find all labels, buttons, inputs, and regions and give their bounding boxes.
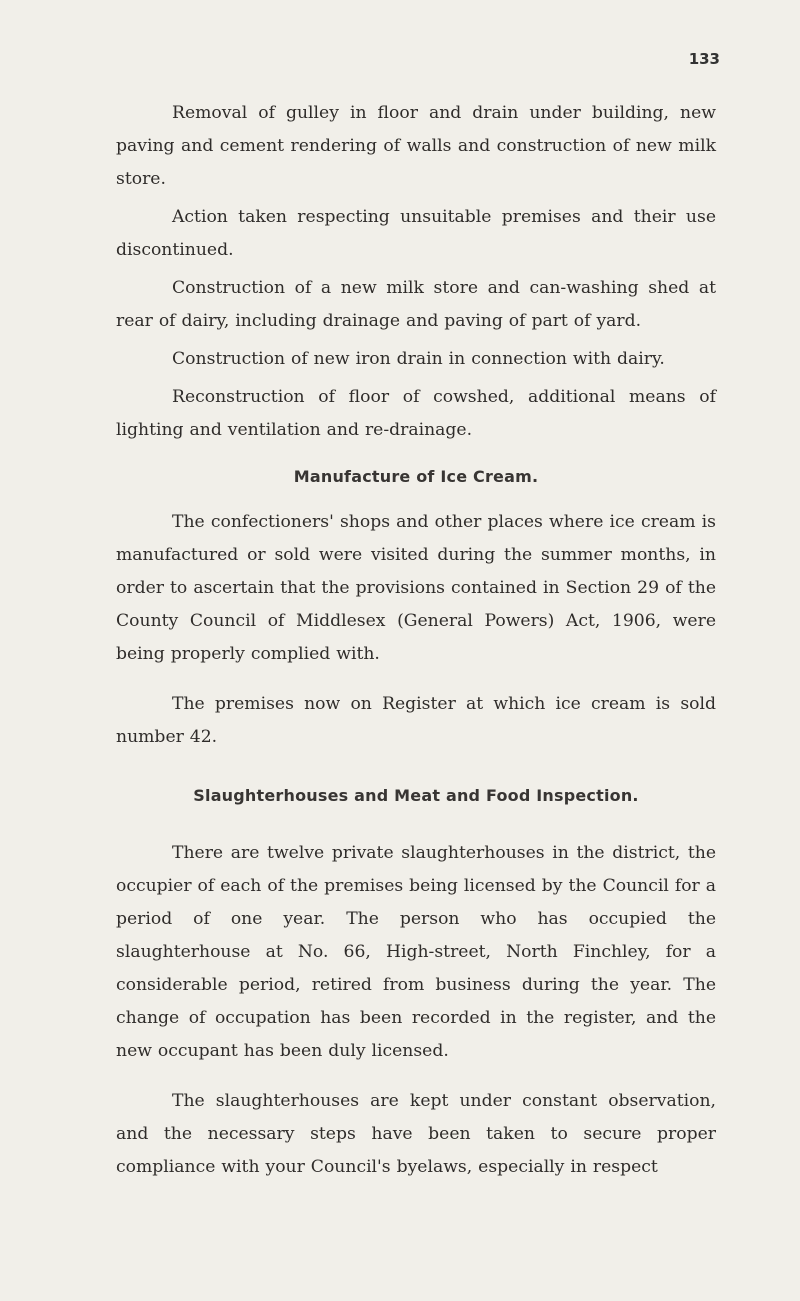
page-number: 133 xyxy=(688,50,720,68)
paragraph-ice-cream-register: The premises now on Register at which ice cream is sold number 42. xyxy=(116,694,716,747)
paragraph-gulley-removal: Removal of gulley in floor and drain under building, new paving and cement rendering of walls and construction of new milk store. xyxy=(116,103,716,189)
heading-slaughterhouses: Slaughterhouses and Meat and Food Inspection. xyxy=(193,786,639,805)
heading-ice-cream: Manufacture of Ice Cream. xyxy=(293,467,539,486)
paragraph-ice-cream-visits: The confectioners' shops and other places where ice cream is manufactured or sold were visited during the summer months, in order to ascertain that the provisions contained in Section 29 of the County Council of Middlesex (General Powers) Act, 1906, were being properly complied with. xyxy=(116,512,716,664)
paragraph-slaughterhouses-licensing: There are twelve private slaughterhouses in the district, the occupier of each of the premises being licensed by the Council for a period of one year. The person who has occupied the slaughterhouse at No. 66, High-street, North Finchley, for a considerable period, retired from business during the year. The change of occupation has been recorded in the register, and the new occupant has been duly licensed. xyxy=(116,843,716,1061)
paragraph-slaughterhouses-observation: The slaughterhouses are kept under constant observation, and the necessary steps have been taken to secure proper compliance with your Council's byelaws, especially in respect xyxy=(116,1091,716,1177)
page-body xyxy=(116,97,716,1184)
paragraph-iron-drain: Construction of new iron drain in connection with dairy. xyxy=(172,349,665,369)
paragraph-cowshed-reconstruction: Reconstruction of floor of cowshed, additional means of lighting and ventilation and re-drainage. xyxy=(116,387,716,440)
paragraph-unsuitable-premises: Action taken respecting unsuitable premises and their use discontinued. xyxy=(116,207,716,260)
paragraph-milk-store-construction: Construction of a new milk store and can-washing shed at rear of dairy, including drainage and paving of part of yard. xyxy=(116,278,716,331)
